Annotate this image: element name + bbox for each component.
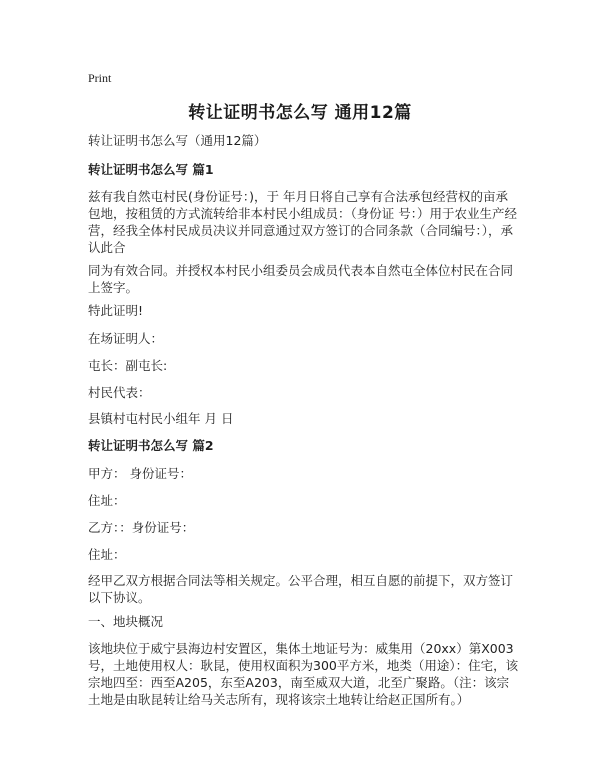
paragraph-text: 县镇村屯村民小组年 月 日 [88, 411, 234, 426]
paragraph [88, 572, 520, 606]
paragraph-text: 兹有我自然屯村民(身份证号：)，于 年月日将自己享有合法承包经营权的亩承包地，按租赁的方式流转给非本村民小组成员：（身份证 号：）用于农业生产经营，经我全体村民成员决议并同意通过双方签订的合同条款（合同编号：），承认此合 [88, 189, 517, 255]
paragraph-text: 住址： [88, 493, 126, 508]
paragraph-text: 经甲乙双方根据合同法等相关规定。公平合理，相互自愿的前提下，双方签订以下协议。 [88, 573, 514, 605]
section-heading-1-text: 转让证明书怎么写 篇1 [88, 162, 214, 177]
section-heading-2-text: 转让证明书怎么写 篇2 [88, 438, 214, 453]
subtitle-text: 转让证明书怎么写（通用12篇） [88, 133, 267, 148]
paragraph [88, 262, 520, 296]
paragraph [88, 465, 520, 482]
paragraph [88, 330, 520, 347]
paragraph-text: 特此证明! [88, 303, 144, 318]
paragraph [88, 640, 520, 708]
print-label: Print [88, 71, 112, 85]
paragraph-text: 一、地块概况 [88, 614, 164, 629]
paragraph-text: 同为有效合同。并授权本村民小组委员会成员代表本自然屯全体位村民在合同上签字。 [88, 263, 514, 295]
paragraph [88, 410, 520, 427]
paragraph [88, 492, 520, 509]
paragraph-text: 在场证明人： [88, 331, 164, 346]
paragraph-text: 乙方：：身份证号： [88, 520, 195, 535]
paragraph [88, 384, 520, 401]
paragraph-text: 屯长：副屯长: [88, 358, 168, 373]
page-title: 转让证明书怎么写 通用12篇 [188, 103, 412, 123]
paragraph [88, 188, 520, 256]
paragraph [88, 613, 520, 630]
document-subtitle [88, 132, 520, 149]
paragraph [88, 357, 520, 374]
paragraph [88, 546, 520, 563]
paragraph [88, 302, 520, 319]
paragraph-text: 该地块位于威宁县海边村安置区，集体土地证号为：威集用（20xx）第X003号，土地使用权人：耿昆，使用权面积为300平方米，地类（用途）：住宅，该宗地四至：西至A205，东至A203，南至威双大道，北至广聚路。（注：该宗土地是由耿昆转让给马关志所有，现将该宗土地转让给赵正国所有。） [88, 641, 519, 707]
section-heading-1 [88, 161, 520, 178]
section-heading-2 [88, 437, 520, 454]
paragraph [88, 519, 520, 536]
paragraph-text: 村民代表： [88, 385, 151, 400]
paragraph-text: 甲方： 身份证号： [88, 466, 192, 481]
paragraph-text: 住址： [88, 547, 126, 562]
